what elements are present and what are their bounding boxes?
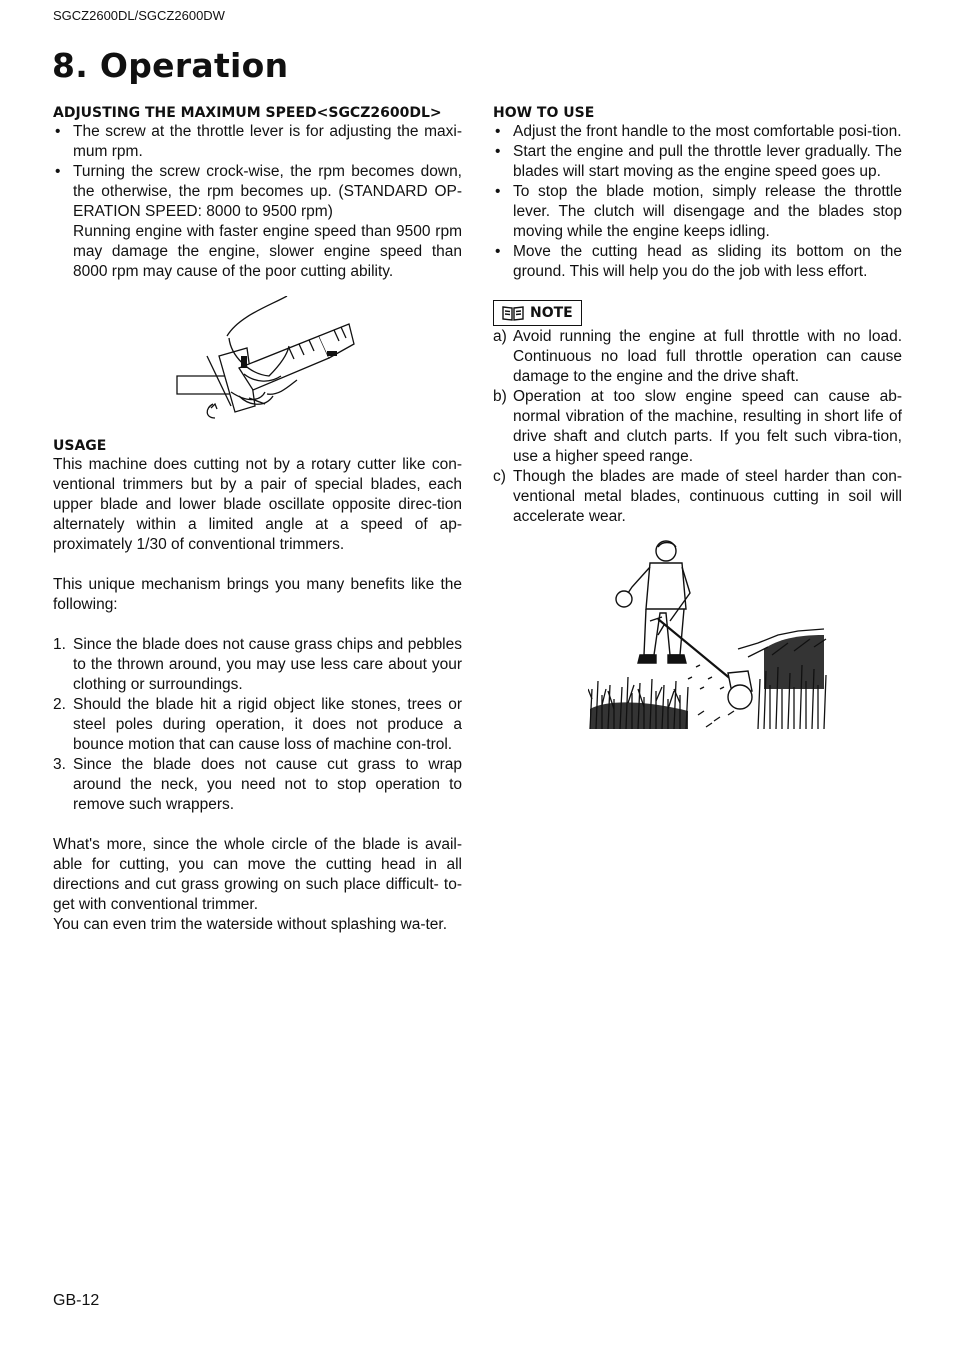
list-item-text: Since the blade does not cause cut grass to wrap around the neck, you need not to stop operation to remove such wrappers. xyxy=(73,756,462,813)
note-badge xyxy=(493,300,582,326)
left-column xyxy=(53,104,462,935)
list-item: • Turning the screw crock-wise, the rpm becomes down, the otherwise, the rpm becomes up. (STANDARD OP-ERATION SPEED: 8000 to 9500 rpm) xyxy=(53,162,462,222)
usage-paragraph-2: This unique mechanism brings you many benefits like the following: xyxy=(53,576,462,613)
list-item-text: Should the blade hit a rigid object like stones, trees or steel poles during operation, it does not produce a bounce motion that can cause loss of machine con-trol. xyxy=(73,696,462,753)
list-item-text: Though the blades are made of steel harder than con-ventional metal blades, continuous cutting in soil will accelerate wear. xyxy=(513,468,902,525)
list-item-text: Since the blade does not cause grass chips and pebbles to the thrown around, you may use less care about your clothing or surroundings. xyxy=(73,636,462,693)
adjust-speed-heading: ADJUSTING THE MAXIMUM SPEED<SGCZ2600DL> xyxy=(53,105,442,121)
list-item: • Adjust the front handle to the most comfortable posi-tion. xyxy=(493,122,902,142)
usage-paragraph-3: What's more, since the whole circle of the blade is avail-able for cutting, you can move the cutting head in all directions and cut grass growing on such place difficult- to- get with conventional trimmer. xyxy=(53,836,462,913)
note-list xyxy=(493,327,902,527)
page-title: 8. Operation xyxy=(52,46,289,85)
adjust-speed-list xyxy=(53,122,462,222)
usage-paragraph-4: You can even trim the waterside without splashing wa-ter. xyxy=(53,916,448,933)
benefits-list xyxy=(53,635,462,815)
throttle-lever-illustration xyxy=(169,296,359,421)
list-marker: 1. xyxy=(53,636,66,653)
list-item: • To stop the blade motion, simply release the throttle lever. The clutch will disengage and the blades stop moving while the engine keeps idling. xyxy=(493,182,902,242)
usage-heading: USAGE xyxy=(53,438,107,454)
list-item-text: Avoid running the engine at full throttle with no load. Continuous no load full throttle operation can cause damage to the engine and the drive shaft. xyxy=(513,328,902,385)
list-marker: c) xyxy=(493,468,506,485)
list-item-text: Operation at too slow engine speed can cause ab-normal vibration of the machine, resulting in short life of drive shaft and clutch parts. If you felt such vibra-tion, use a higher speed range. xyxy=(513,388,902,465)
list-item: • Move the cutting head as sliding its bottom on the ground. This will help you do the job with less effort. xyxy=(493,242,902,282)
book-icon xyxy=(502,305,524,321)
list-item xyxy=(53,635,462,695)
list-item xyxy=(53,755,462,815)
list-item xyxy=(493,387,902,467)
list-item: • The screw at the throttle lever is for adjusting the maxi-mum rpm. xyxy=(53,122,462,162)
list-item xyxy=(493,467,902,527)
operator-trimming-illustration xyxy=(588,539,828,729)
model-number: SGCZ2600DL/SGCZ2600DW xyxy=(53,8,225,23)
list-marker: b) xyxy=(493,388,507,405)
adjust-speed-note: Running engine with faster engine speed than 9500 rpm may damage the engine, slower engine speed than 8000 rpm may cause of the poor cutting ability. xyxy=(73,223,462,280)
list-item xyxy=(53,695,462,755)
right-column xyxy=(493,104,902,729)
list-marker: 3. xyxy=(53,756,66,773)
page-number: GB-12 xyxy=(53,1292,100,1309)
list-item xyxy=(493,327,902,387)
list-marker: a) xyxy=(493,328,507,345)
note-label: NOTE xyxy=(530,305,573,321)
list-marker: 2. xyxy=(53,696,66,713)
usage-paragraph-1: This machine does cutting not by a rotary cutter like con-ventional trimmers but by a pair of special blades, each upper blade and lower blade oscillate opposite direc-tion alternately within a limited angle at a speed of ap-proximately 1/30 of conventional trimmers. xyxy=(53,456,462,553)
how-to-use-list xyxy=(493,122,902,282)
list-item: • Start the engine and pull the throttle lever gradually. The blades will start moving as the engine speed goes up. xyxy=(493,142,902,182)
how-to-use-heading: HOW TO USE xyxy=(493,105,595,121)
